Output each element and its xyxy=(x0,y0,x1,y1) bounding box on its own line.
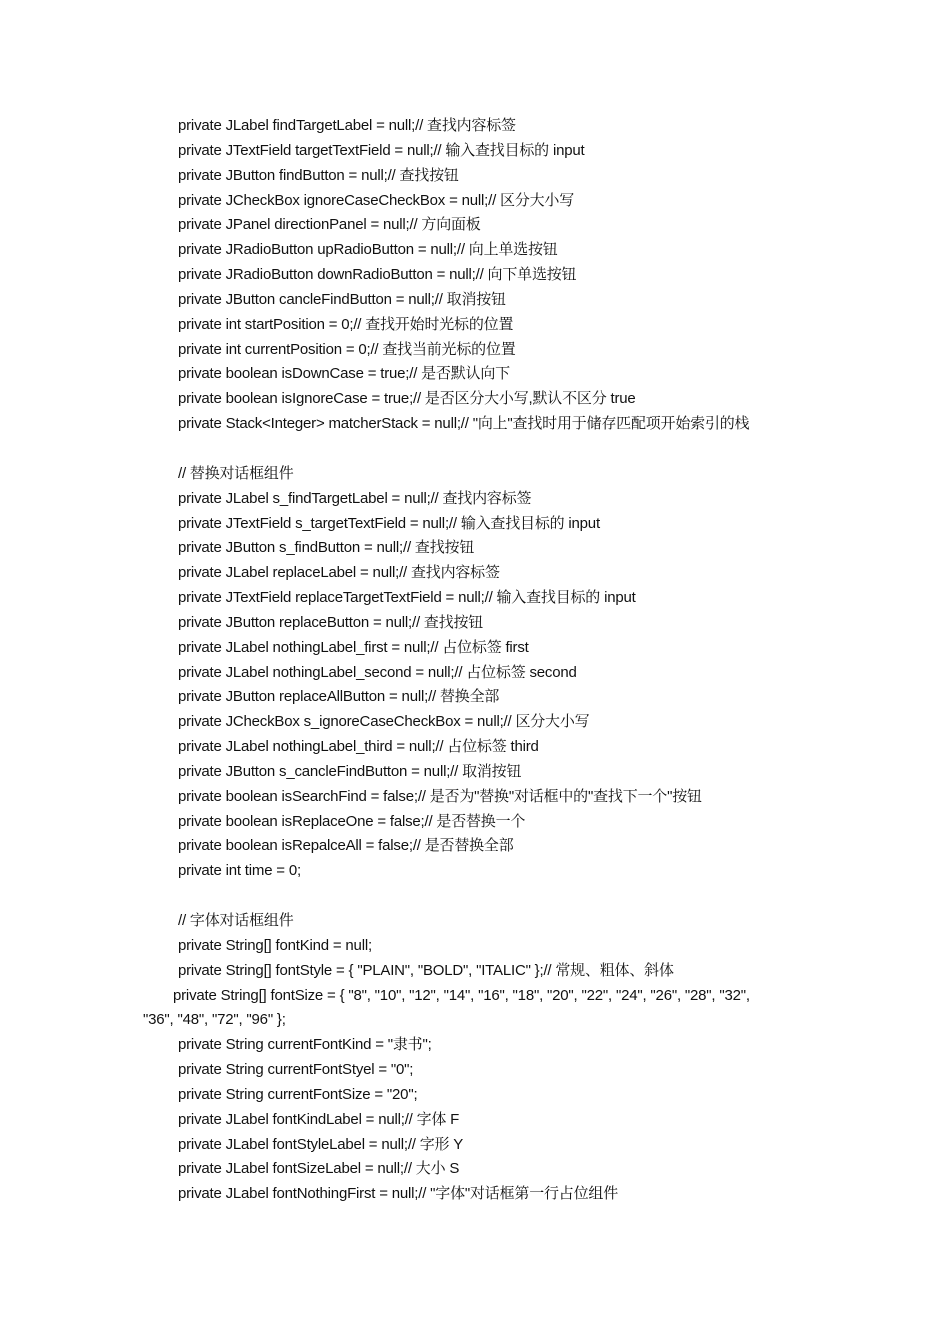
code-line: private JTextField replaceTargetTextField = null;// 输入查找目标的 input xyxy=(178,589,636,607)
code-line: private JRadioButton upRadioButton = null;// 向上单选按钮 xyxy=(178,241,558,259)
code-line: private JButton s_findButton = null;// 查找按钮 xyxy=(178,539,475,557)
code-line: private JLabel fontStyleLabel = null;// 字形 Y xyxy=(178,1135,464,1153)
code-line: private JTextField targetTextField = null;// 输入查找目标的 input xyxy=(178,141,585,159)
code-line: private boolean isReplaceOne = false;// 是否替换一个 xyxy=(178,812,526,830)
code-line: private String currentFontSize = "20"; xyxy=(178,1085,418,1103)
code-line: // 字体对话框组件 xyxy=(178,912,294,929)
code-line: private boolean isRepalceAll = false;// 是否替换全部 xyxy=(178,837,514,855)
code-line: private JLabel fontKindLabel = null;// 字体 F xyxy=(178,1110,460,1128)
blank-line xyxy=(0,884,950,909)
code-line: private JLabel nothingLabel_first = null;// 占位标签 first xyxy=(178,638,529,656)
code-line: private JLabel fontSizeLabel = null;// 大小 S xyxy=(178,1160,460,1178)
code-line: private JButton replaceButton = null;// 查找按钮 xyxy=(178,613,484,631)
code-line: private String currentFontKind = "隶书"; xyxy=(178,1036,432,1054)
code-line: private JRadioButton downRadioButton = null;// 向下单选按钮 xyxy=(178,266,577,284)
code-line: private JLabel findTargetLabel = null;// 查找内容标签 xyxy=(178,117,516,134)
code-line: private String[] fontStyle = { "PLAIN", "BOLD", "ITALIC" };// 常规、粗体、斜体 xyxy=(178,961,674,979)
code-line: private Stack<Integer> matcherStack = null;// "向上"查找时用于储存匹配项开始索引的栈 xyxy=(178,415,750,433)
code-line: private JLabel replaceLabel = null;// 查找内容标签 xyxy=(178,564,500,582)
code-line: private JCheckBox s_ignoreCaseCheckBox = null;// 区分大小写 xyxy=(178,713,590,731)
code-line: private boolean isSearchFind = false;// 是否为"替换"对话框中的"查找下一个"按钮 xyxy=(178,787,702,805)
code-line: private JLabel nothingLabel_third = null;// 占位标签 third xyxy=(178,738,539,756)
code-line: private JButton s_cancleFindButton = null;// 取消按钮 xyxy=(178,762,522,780)
code-line: private JButton findButton = null;// 查找按钮 xyxy=(178,166,459,184)
code-line: // 替换对话框组件 xyxy=(178,464,294,482)
code-line: private String[] fontKind = null; xyxy=(178,936,372,954)
code-line: private String currentFontStyel = "0"; xyxy=(178,1061,414,1079)
code-line: private JButton cancleFindButton = null;// 取消按钮 xyxy=(178,290,506,308)
code-line: private JButton replaceAllButton = null;// 替换全部 xyxy=(178,688,500,706)
code-line: private JTextField s_targetTextField = null;// 输入查找目标的 input xyxy=(178,514,600,532)
code-line: private int startPosition = 0;// 查找开始时光标的位置 xyxy=(178,315,514,333)
code-line: private JCheckBox ignoreCaseCheckBox = null;// 区分大小写 xyxy=(178,191,575,209)
code-line: private JLabel nothingLabel_second = null;// 占位标签 second xyxy=(178,663,577,681)
blank-line xyxy=(0,437,950,462)
code-line: private JLabel s_findTargetLabel = null;// 查找内容标签 xyxy=(178,489,532,507)
code-line: private int currentPosition = 0;// 查找当前光标的位置 xyxy=(178,340,516,358)
code-line: private boolean isDownCase = true;// 是否默认向下 xyxy=(178,365,510,383)
code-line: "36", "48", "72", "96" }; xyxy=(143,1011,286,1029)
code-line: private JPanel directionPanel = null;// 方向面板 xyxy=(178,216,481,234)
code-line: private int time = 0; xyxy=(178,862,301,880)
code-line: private String[] fontSize = { "8", "10", "12", "14", "16", "18", "20", "22", "24", "26", "28", "32", xyxy=(173,986,750,1004)
code-line: private boolean isIgnoreCase = true;// 是否区分大小写,默认不区分 true xyxy=(178,390,636,408)
code-listing xyxy=(0,114,950,1207)
code-line: private JLabel fontNothingFirst = null;// "字体"对话框第一行占位组件 xyxy=(178,1185,619,1203)
